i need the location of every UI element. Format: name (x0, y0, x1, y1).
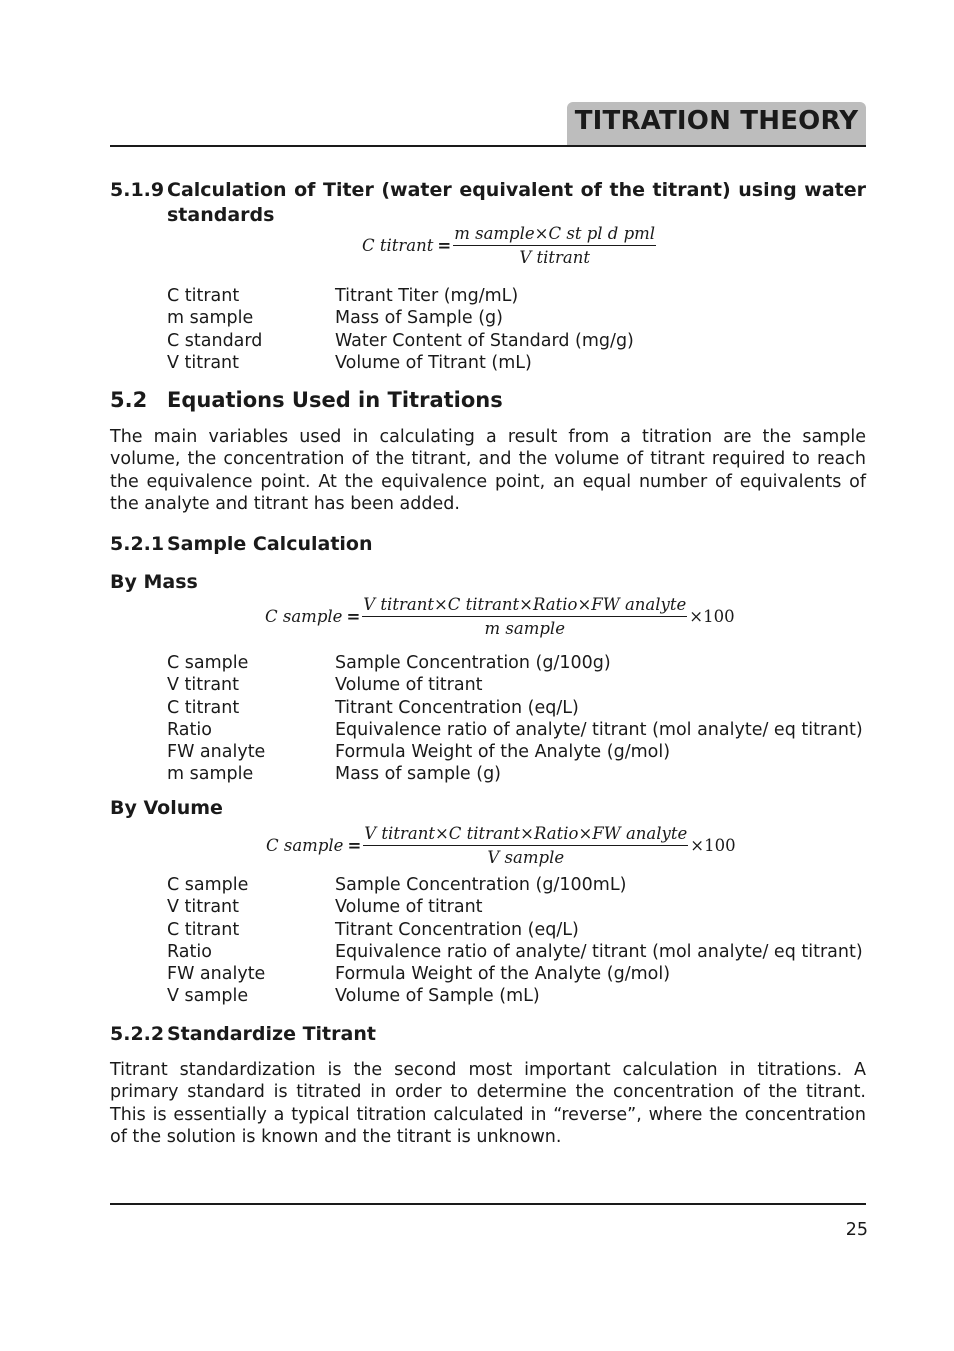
heading-5-2-1-number: 5.2.1 (110, 533, 165, 555)
by-volume-definitions (167, 874, 863, 1008)
definition-symbol: m sample (167, 308, 254, 329)
definition-row (167, 963, 863, 985)
definition-row (167, 874, 863, 896)
definition-meaning: Volume of Titrant (mL) (335, 352, 532, 373)
definition-symbol: V titrant (167, 897, 239, 918)
definition-meaning: Volume of Sample (mL) (335, 986, 540, 1007)
definition-meaning: Titrant Concentration (eq/L) (335, 697, 579, 718)
definition-row (167, 674, 863, 696)
definition-meaning: Mass of sample (g) (335, 764, 502, 785)
equation-denominator: V sample (487, 848, 565, 867)
definition-row (167, 352, 634, 374)
equation-numerator: m sample×C st pl d pml (453, 224, 656, 246)
heading-by-mass: By Mass (110, 571, 198, 593)
titer-definitions (167, 285, 634, 374)
definition-meaning: Titrant Concentration (eq/L) (335, 919, 579, 940)
definition-symbol: V titrant (167, 352, 239, 373)
heading-5-2-title: Equations Used in Titrations (167, 388, 503, 412)
equation-lhs: C sample (265, 607, 343, 626)
equation-fraction (363, 824, 688, 867)
heading-5-2-2-number: 5.2.2 (110, 1023, 165, 1045)
definition-row (167, 763, 863, 785)
definition-meaning: Volume of titrant (335, 897, 483, 918)
definition-meaning: Equivalence ratio of analyte/ titrant (mol analyte/ eq titrant) (335, 719, 863, 740)
equation-multiplier: ×100 (689, 607, 735, 626)
definition-symbol: m sample (167, 764, 254, 785)
definition-symbol: Ratio (167, 941, 212, 962)
equation-numerator: V titrant×C titrant×Ratio×FW analyte (363, 824, 688, 846)
definition-symbol: FW analyte (167, 742, 266, 763)
equation-numerator: V titrant×C titrant×Ratio×FW analyte (362, 595, 687, 617)
by-volume-equation (266, 824, 736, 867)
equation-equals: = (346, 607, 361, 626)
paragraph-standardize-titrant: Titrant standardization is the second most important calculation in titrations. A primary standard is titrated in order to determine the concentration of the titrant. This is essentially a typical titration calculated in “reverse”, where the concentration of the solution is known and the titrant is unknown. (110, 1060, 866, 1147)
definition-meaning: Water Content of Standard (mg/g) (335, 330, 634, 351)
equation-lhs: C sample (266, 836, 344, 855)
equation-denominator: m sample (484, 619, 565, 638)
definition-meaning: Sample Concentration (g/100mL) (335, 875, 627, 895)
definition-meaning: Equivalence ratio of analyte/ titrant (mol analyte/ eq titrant) (335, 941, 863, 962)
equation-fraction (453, 224, 656, 267)
heading-by-volume: By Volume (110, 797, 223, 819)
heading-5-2-1-title: Sample Calculation (167, 533, 373, 555)
equation-equals: = (347, 836, 362, 855)
heading-5-1-9-title-line2: standards (167, 204, 275, 226)
footer-divider (110, 1203, 866, 1205)
definition-row (167, 919, 863, 941)
definition-row (167, 741, 863, 763)
equation-equals: = (437, 236, 452, 255)
definition-meaning: Mass of Sample (g) (335, 308, 503, 329)
heading-5-2-2-title: Standardize Titrant (167, 1023, 376, 1045)
definition-symbol: FW analyte (167, 964, 266, 985)
definition-meaning: Formula Weight of the Analyte (g/mol) (335, 964, 671, 985)
definition-symbol: Ratio (167, 719, 212, 740)
definition-symbol: C sample (167, 875, 249, 895)
heading-5-1-9-number: 5.1.9 (110, 179, 165, 201)
page-number: 25 (845, 1220, 868, 1240)
definition-symbol: C sample (167, 653, 249, 673)
heading-5-2-number: 5.2 (110, 388, 148, 412)
heading-5-1-9-title-line1: Calculation of Titer (water equivalent of the titrant) using water (167, 179, 866, 201)
definition-meaning: Titrant Titer (mg/mL) (335, 286, 519, 306)
titer-equation (362, 224, 656, 267)
header-divider (110, 145, 866, 147)
paragraph-equations-intro: The main variables used in calculating a result from a titration are the sample volume, the concentration of the titrant, and the volume of titrant required to reach the equivalence point. At the equivalence point, an equal number of equivalents of the analyte and titrant has been added. (110, 427, 866, 514)
definition-symbol: C titrant (167, 919, 240, 940)
definition-meaning: Formula Weight of the Analyte (g/mol) (335, 742, 671, 763)
equation-denominator: V titrant (519, 248, 590, 267)
definition-meaning: Volume of titrant (335, 675, 483, 696)
definition-row (167, 719, 863, 741)
definition-symbol: V sample (167, 986, 249, 1007)
definition-row (167, 330, 634, 352)
definition-symbol: C titrant (167, 286, 240, 306)
definition-symbol: C titrant (167, 697, 240, 718)
by-mass-equation (265, 595, 735, 638)
definition-row (167, 307, 634, 329)
equation-multiplier: ×100 (690, 836, 736, 855)
definition-meaning: Sample Concentration (g/100g) (335, 653, 611, 673)
equation-lhs: C titrant (362, 236, 434, 255)
by-mass-definitions (167, 652, 863, 786)
definition-row (167, 285, 634, 307)
definition-row (167, 652, 863, 674)
definition-row (167, 896, 863, 918)
definition-symbol: V titrant (167, 675, 239, 696)
equation-fraction (362, 595, 687, 638)
definition-symbol: C standard (167, 330, 263, 351)
section-header-title: TITRATION THEORY (574, 106, 859, 136)
definition-row (167, 697, 863, 719)
definition-row (167, 941, 863, 963)
definition-row (167, 985, 863, 1007)
